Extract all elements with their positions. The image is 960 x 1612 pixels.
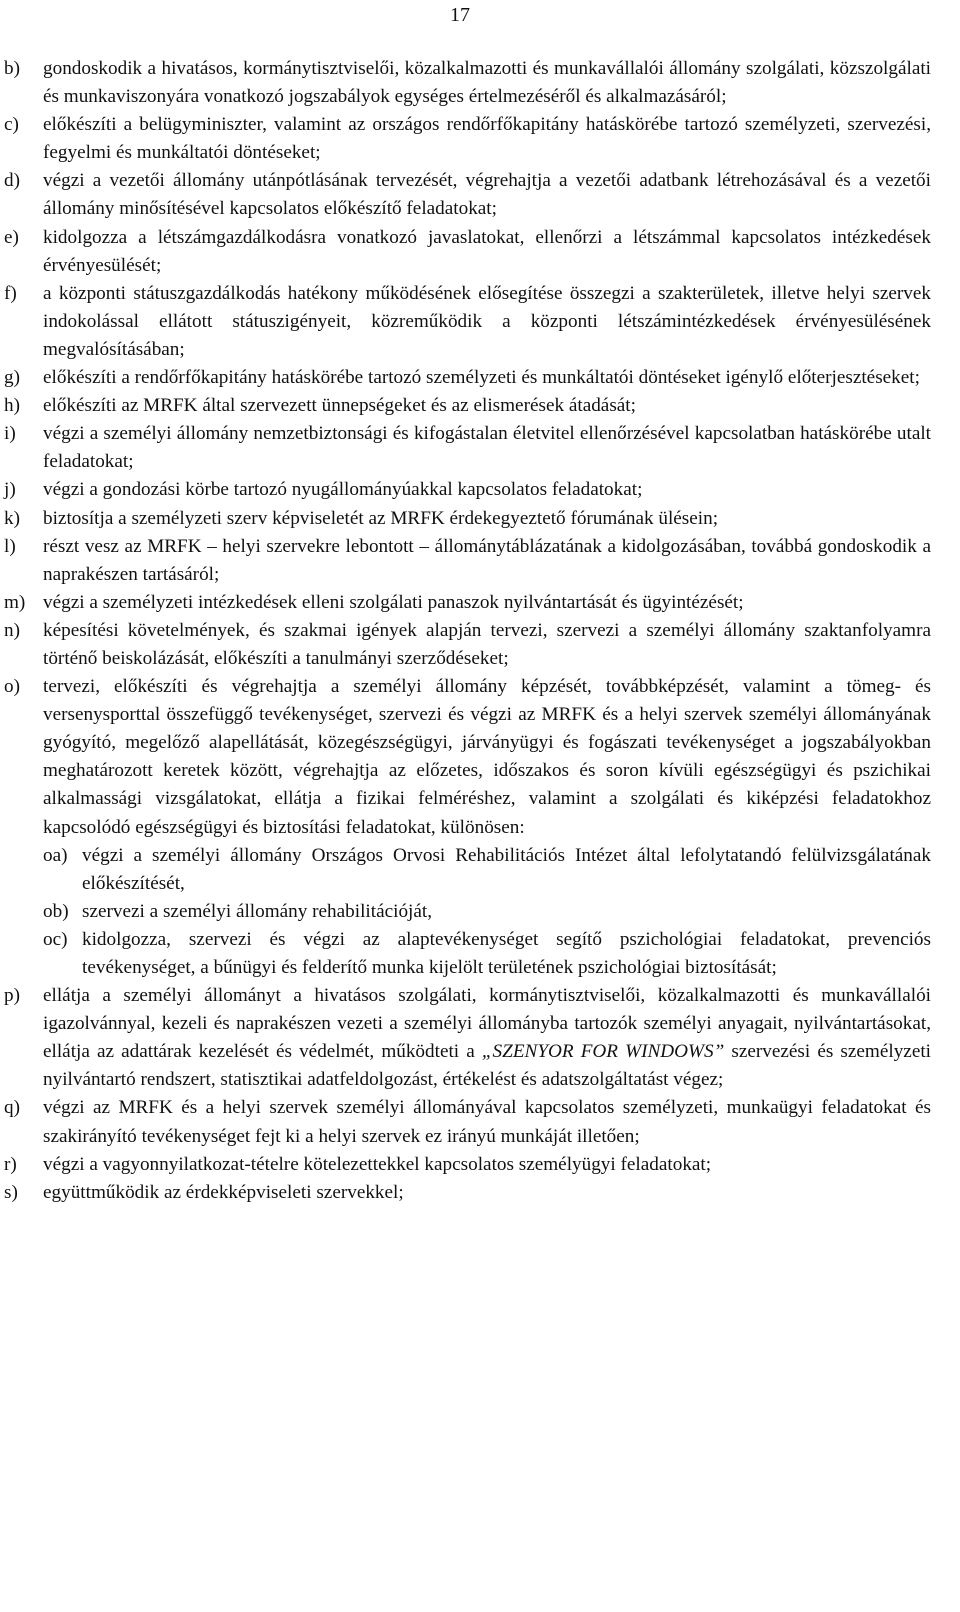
list-marker: l) (4, 535, 16, 557)
list-item-i (4, 420, 931, 476)
list-item-text: végzi a személyi állomány nemzetbiztonsági és kifogástalan életvitel ellenőrzésével kapcsolatban hatáskörébe utalt feladatokat; (43, 423, 931, 473)
list-item-m (4, 589, 931, 617)
sub-item-ob (4, 898, 931, 926)
text-segment: szervezési és személyzeti nyilvántartó rendszert, statisztikai adatfeldolgozást, értékelést és adatszolgáltatást végez; (43, 1041, 931, 1091)
list-item-text: végzi a gondozási körbe tartozó nyugállományúakkal kapcsolatos feladatokat; (43, 479, 643, 501)
list-marker: q) (4, 1097, 20, 1119)
list-item-b (4, 55, 931, 111)
list-item-d (4, 167, 931, 223)
list-item-text: biztosítja a személyzeti szerv képviseletét az MRFK érdekegyeztető fórumának ülésein; (43, 507, 719, 529)
list-item-f (4, 280, 931, 364)
list-item-s (4, 1179, 931, 1207)
list-marker: s) (4, 1181, 18, 1203)
sub-item-text: végzi a személyi állomány Országos Orvosi Rehabilitációs Intézet által lefolytatandó felülvizsgálatának előkészítését, (82, 844, 931, 894)
sub-item-oa (4, 842, 931, 898)
list-item-l (4, 533, 931, 589)
list-item-text: végzi a személyzeti intézkedések elleni szolgálati panaszok nyilvántartását és ügyintézését; (43, 591, 744, 613)
list-item-r (4, 1151, 931, 1179)
list-item-c (4, 111, 931, 167)
sub-item-text: kidolgozza, szervezi és végzi az alaptevékenységet segítő pszichológiai feladatokat, prevenciós tevékenységet, a bűnügyi és felderítő munka kijelölt területének pszichológiai biztosítását; (82, 928, 931, 978)
list-item-text: végzi a vagyonnyilatkozat-tételre kötelezettekkel kapcsolatos személyügyi feladatokat; (43, 1153, 712, 1175)
sub-marker: oa) (43, 844, 68, 866)
list-item-n (4, 617, 931, 673)
list-marker: j) (4, 479, 16, 501)
list-marker: n) (4, 619, 20, 641)
sub-item-oc (4, 926, 931, 982)
list-item-text: előkészíti az MRFK által szervezett ünnepségeket és az elismerések átadását; (43, 395, 636, 417)
list-item-text: a központi státuszgazdálkodás hatékony működésének elősegítése összegzi a szakterületek, illetve helyi szervek indokolással ellátott státuszigényeit, közreműködik a központi létszámintézkedések érvényesülésének megvalósításában; (43, 282, 931, 360)
list-item-text: gondoskodik a hivatásos, kormánytisztviselői, közalkalmazotti és munkavállalói állomány szolgálati, közszolgálati és munkaviszonyára vonatkozó jogszabályok egységes értelmezéséről és alkalmazásáról; (43, 58, 931, 108)
page-number: 17 (450, 4, 470, 26)
list-marker: d) (4, 170, 20, 192)
sub-marker: ob) (43, 900, 69, 922)
list-marker: p) (4, 985, 20, 1007)
list-item-text: együttműködik az érdekképviseleti szervekkel; (43, 1181, 404, 1203)
list-item-text: előkészíti a belügyminiszter, valamint az országos rendőrfőkapitány hatáskörébe tartozó személyzeti, szervezési, fegyelmi és munkáltatói döntéseket; (43, 114, 931, 164)
list-item-text: előkészíti a rendőrfőkapitány hatáskörébe tartozó személyzeti és munkáltatói döntéseket igénylő előterjesztéseket; (43, 367, 920, 389)
sub-item-text: szervezi a személyi állomány rehabilitációját, (82, 900, 433, 922)
list-item-p (4, 982, 931, 1094)
list-marker: e) (4, 226, 19, 248)
list-marker: b) (4, 58, 20, 79)
list-marker: o) (4, 676, 20, 698)
document-body (4, 55, 931, 1207)
sub-marker: oc) (43, 928, 68, 950)
list-item-text: tervezi, előkészíti és végrehajtja a személyi állomány képzését, továbbképzését, valamint a tömeg- és versenysporttal összefüggő tevékenységet, szervezi és végzi az MRFK és a helyi szervek személyi állományának gyógyító, megelőző alapellátását, közegészségügyi, járványügyi és fogászati tevékenységet a jogszabályokban meghatározott keretek között, végrehajtja az előzetes, időszakos és soron kívüli egészségügyi és pszichikai alkalmassági vizsgálatokat, ellátja a fizikai felméréshez, valamint a szolgálati és kiképzési feladatokhoz kapcsolódó egészségügyi és biztosítási feladatokat, különösen: (43, 676, 931, 838)
list-item-g (4, 364, 931, 392)
list-item-text: részt vesz az MRFK – helyi szervekre lebontott – állománytáblázatának a kidolgozásában, továbbá gondoskodik a naprakészen tartásáról; (43, 535, 931, 585)
list-item-h (4, 392, 931, 420)
list-item-e (4, 224, 931, 280)
list-item-text: végzi az MRFK és a helyi szervek személyi állományával kapcsolatos személyzeti, munkaügyi feladatokat és szakirányító tevékenységet fejt ki a helyi szervek ez irányú munkáját illetően; (43, 1097, 931, 1147)
list-item-j (4, 476, 931, 504)
list-item-text: kidolgozza a létszámgazdálkodásra vonatkozó javaslatokat, ellenőrzi a létszámmal kapcsolatos intézkedések érvényesülését; (43, 226, 931, 276)
list-marker: g) (4, 367, 20, 389)
list-marker: f) (4, 282, 17, 304)
list-marker: h) (4, 395, 20, 417)
text-segment: ellátja a személyi állományt a hivatásos szolgálati, kormánytisztviselői, közalkalmazotti és munkavállalói igazolvánnyal, kezeli és naprakészen vezeti a személyi állományba tartozók személyi anyagait, nyilvántartásokat, ellátja az adattárak kezelését és védelmét, működteti a (43, 985, 931, 1063)
list-item-text: képesítési követelmények, és szakmai igények alapján tervezi, szervezi a személyi állomány szaktanfolyamra történő beiskolázását, előkészíti a tanulmányi szerződéseket; (43, 619, 931, 669)
list-marker: m) (4, 591, 26, 613)
list-marker: r) (4, 1153, 17, 1175)
system-name: „SZENYOR FOR WINDOWS” (481, 1041, 725, 1063)
list-item-text: végzi a vezetői állomány utánpótlásának tervezését, végrehajtja a vezetői adatbank létrehozásával és a vezetői állomány minősítésével kapcsolatos előkészítő feladatokat; (43, 170, 931, 220)
list-marker: c) (4, 114, 19, 136)
list-item-k (4, 505, 931, 533)
list-item-o (4, 673, 931, 842)
list-item-q (4, 1094, 931, 1150)
list-item-text (43, 982, 931, 1094)
list-marker: i) (4, 423, 16, 445)
list-marker: k) (4, 507, 20, 529)
